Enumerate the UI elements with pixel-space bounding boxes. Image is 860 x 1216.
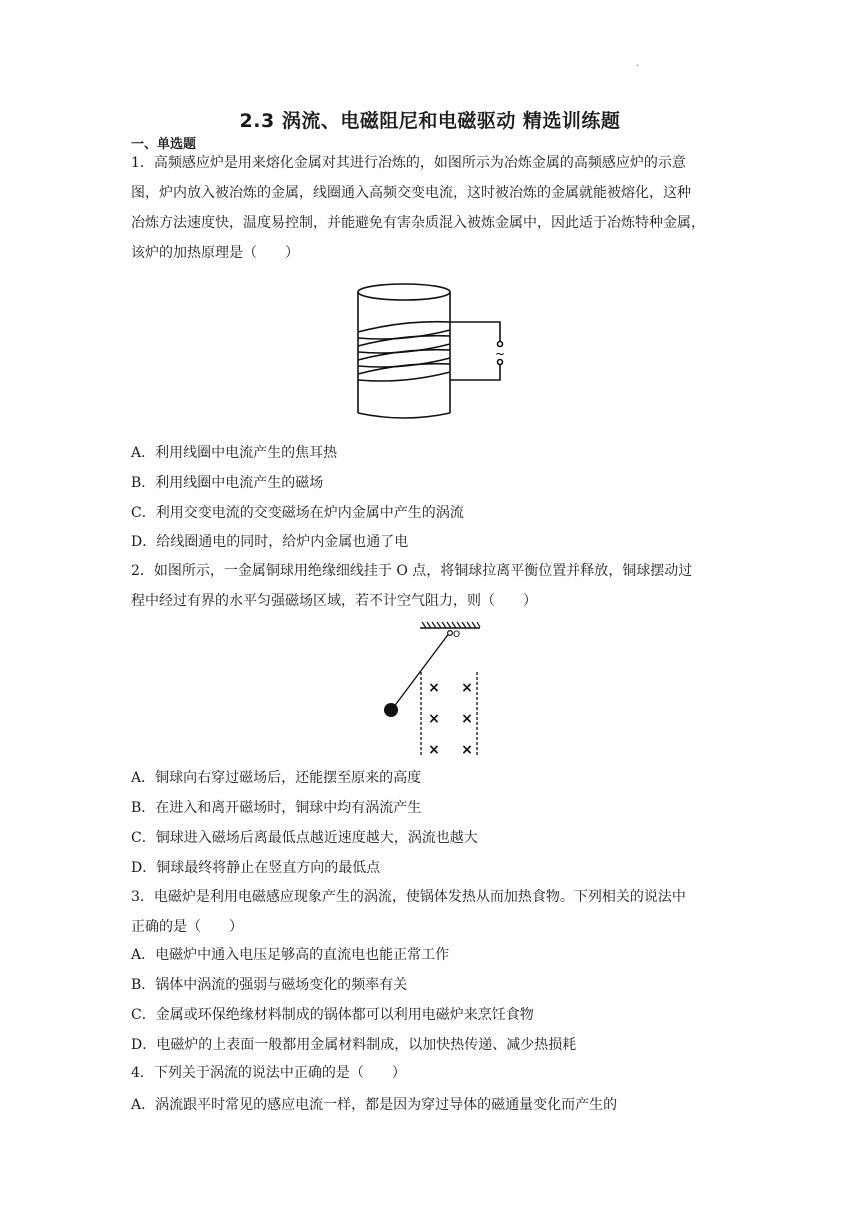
field-mark-cross: × <box>428 680 440 696</box>
field-mark-cross: × <box>428 711 440 727</box>
q1-option-a[interactable]: A．利用线圈中电流产生的焦耳热 <box>131 445 338 461</box>
q2-option-b[interactable]: B．在进入和离开磁场时，铜球中均有涡流产生 <box>131 800 422 816</box>
question-line: 正确的是（ ） <box>131 919 243 935</box>
q2-option-a[interactable]: A．铜球向右穿过磁场后，还能摆至原来的高度 <box>131 770 422 786</box>
q3-option-b[interactable]: B．锅体中涡流的强弱与磁场变化的频率有关 <box>131 977 408 993</box>
q1-option-b[interactable]: B．利用线圈中电流产生的磁场 <box>131 475 324 491</box>
section-heading: 一、单选题 <box>131 137 197 152</box>
q1-option-d[interactable]: D．给线圈通电的同时，给炉内金属也通了电 <box>131 534 409 550</box>
field-mark-cross: × <box>461 742 473 758</box>
field-mark-cross: × <box>461 680 473 696</box>
question-2-stem <box>131 556 731 616</box>
terminal-top <box>498 342 503 347</box>
field-mark-cross: × <box>461 711 473 727</box>
lead-wire-top <box>450 322 500 342</box>
q3-option-d[interactable]: D．电磁炉的上表面一般都用金属材料制成，以加快热传递、减少热损耗 <box>131 1037 577 1053</box>
question-line: 1．高频感应炉是用来熔化金属对其进行冶炼的，如图所示为冶炼金属的高频感应炉的示意 <box>131 155 686 171</box>
ac-source-symbol: ~ <box>494 347 506 361</box>
question-1-stem <box>131 148 731 268</box>
q2-option-c[interactable]: C．铜球进入磁场后离最低点越近速度越大，涡流也越大 <box>131 830 478 846</box>
question-line: 2．如图所示，一金属铜球用绝缘细线挂于 O 点，将铜球拉离平衡位置并释放，铜球摆动过 <box>131 563 693 579</box>
coil-windings <box>358 322 450 381</box>
question-line: 冶炼方法速度快，温度易控制，并能避免有害杂质混入被炼金属中，因此适于冶炼特种金属， <box>131 215 705 231</box>
field-mark-cross: × <box>428 742 440 758</box>
q3-option-a[interactable]: A．电磁炉中通入电压足够高的直流电也能正常工作 <box>131 947 450 963</box>
copper-ball <box>384 703 398 717</box>
question-line: 3．电磁炉是利用电磁感应现象产生的涡流，使锅体发热从而加热食物。下列相关的说法中 <box>131 889 686 905</box>
pendulum-string <box>393 632 450 708</box>
question-line: 图，炉内放入被冶炼的金属，线圈通入高频交变电流，这时被冶炼的金属就能被熔化，这种 <box>131 185 691 201</box>
lead-wire-bottom <box>450 364 500 380</box>
furnace-top-rim <box>358 284 450 300</box>
pivot-point <box>448 631 453 636</box>
ceiling-hatching <box>422 622 480 628</box>
question-3-stem <box>131 882 731 942</box>
q4-option-a[interactable]: A．涡流跟平时常见的感应电流一样，都是因为穿过导体的磁通量变化而产生的 <box>131 1097 618 1113</box>
induction-furnace-figure <box>350 280 520 425</box>
pendulum-figure <box>380 620 490 760</box>
corner-mark: . <box>636 58 640 69</box>
question-line: 程中经过有界的水平匀强磁场区域，若不计空气阻力，则（ ） <box>131 593 537 609</box>
q3-option-c[interactable]: C．金属或环保绝缘材料制成的锅体都可以利用电磁炉来烹饪食物 <box>131 1007 534 1023</box>
question-line: 该炉的加热原理是（ ） <box>131 245 299 261</box>
question-line: 4．下列关于涡流的说法中正确的是（ ） <box>131 1065 406 1081</box>
magnetic-field-marks <box>428 680 473 758</box>
question-4-stem <box>131 1058 731 1088</box>
q2-option-d[interactable]: D．铜球最终将静止在竖直方向的最低点 <box>131 860 381 876</box>
page-title: 2.3 涡流、电磁阻尼和电磁驱动 精选训练题 <box>239 110 621 132</box>
q1-option-c[interactable]: C．利用交变电流的交变磁场在炉内金属中产生的涡流 <box>131 505 464 521</box>
pivot-label-o: O <box>453 630 461 640</box>
